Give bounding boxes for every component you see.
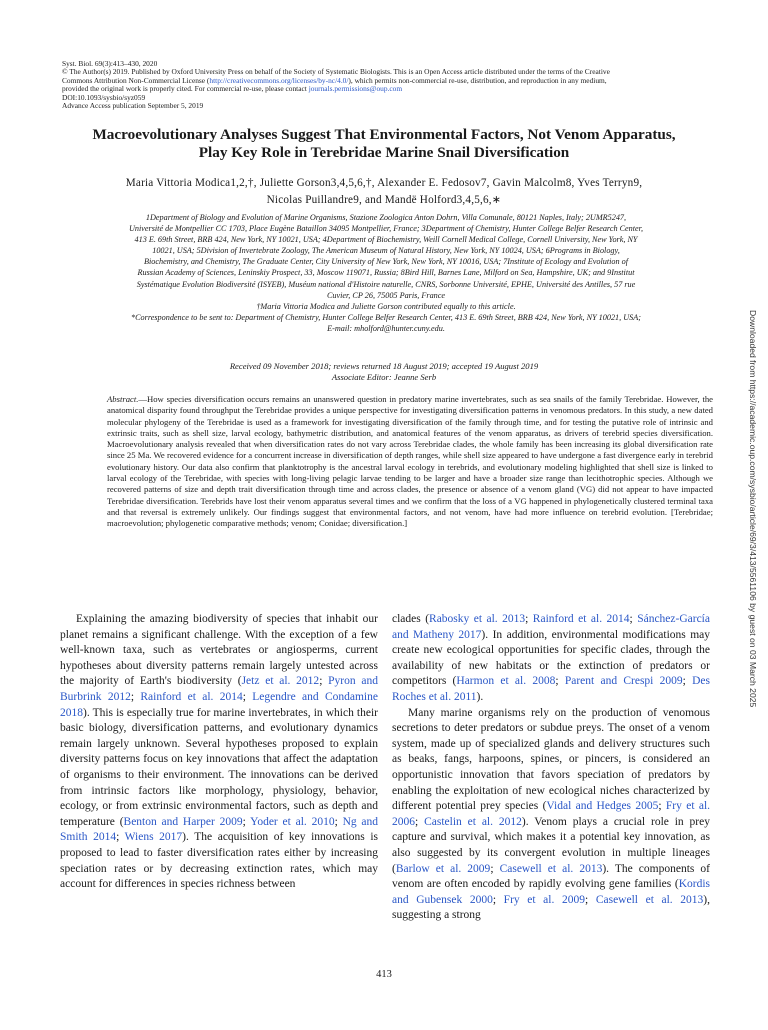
citation-link[interactable]: Vidal and Hedges 2005 [546, 800, 659, 813]
citation-link[interactable]: Rainford et al. 2014 [140, 690, 243, 703]
submission-dates: Received 09 November 2018; reviews returned 18 August 2019; accepted 19 August 2019 Associate Editor: Jeanne Serb [100, 361, 668, 383]
download-note-strip [748, 310, 760, 1030]
article-title: Macroevolutionary Analyses Suggest That Environmental Factors, Not Venom Apparatus, Play Key Role in Terebridae Marine Snail Diversification [92, 126, 676, 161]
citation-link[interactable]: Ng and Smith 2014 [60, 815, 378, 844]
citation-link[interactable]: Casewell et al. 2013 [499, 862, 603, 875]
license-link[interactable]: http://creativecommons.org/licenses/by-nc/4.0/ [209, 75, 349, 85]
citation-link[interactable]: Benton and Harper 2009 [123, 815, 243, 828]
citation-link[interactable]: Sánchez-García and Matheny 2017 [392, 613, 710, 641]
abstract [107, 394, 713, 530]
journal-metadata [62, 60, 712, 110]
citation-link[interactable]: Legendre and Condamine 2018 [60, 690, 378, 719]
citation-link[interactable]: Rabosky et al. 2013 [429, 613, 526, 625]
equal-contribution-note: †Maria Vittoria Modica and Juliette Gorson contributed equally to this article. [256, 301, 516, 311]
abstract-text: —How species diversification occurs remains an unanswered question in predatory marine invertebrates, such as sea snails of the family Terebridae. However, the anatomical disparity found throughput the Terebridae provides a unique perspective for investigating diversification patterns in venomous predators. In this study, a new dated molecular phylogeny of the Terebridae is used as a framework for investigating diversification of the family through time, and for testing the putative role of intrinsic and extrinsic traits, such as shell size, larval ecology, bathymetric distribution, and anatomical features of the venom apparatus, as drivers of terebrid species diversification. Macroevolutionary analysis revealed that when diversification rates do not vary across Terebridae clades, the whole family has been increasing its global diversification rate since 25 Ma. We recovered evidence for a concurrent increase in diversification of depth ranges, while shell size appeared to have undergone a fast divergence early in terebrid evolutionary history. Our data also confirm that planktotrophy is the ancestral larval ecology in terebrids, and evolutionary modeling highlighted that shell size is linked to larval ecology of the Terebridae, with species with long-living pelagic larvae tending to be larger and have a broader size range than lecithotrophic species. Although we recovered patterns of size and depth trait diversification through time and across clades, the presence or absence of a venom gland (VG) did not appear to have impacted Terebridae diversification. Terebrids have lost their venom apparatus several times and we confirm that the loss of a VG happened in phylogenetically clustered terminal taxa and that reversal is extremely unlikely. Our findings suggest that environmental factors, and not venom, have had more influence on terebrid evolution. [Terebridae; macroevolution; phylogenetic comparative methods; venom; Conidae; diversification.] [107, 394, 713, 529]
body-right-column [392, 612, 710, 924]
citation-link[interactable]: Yoder et al. 2010 [250, 815, 335, 828]
citation-link[interactable]: Pyron and Burbrink 2012 [60, 675, 378, 703]
citation-link[interactable]: Barlow et al. 2009 [395, 862, 491, 875]
affiliations: 1Department of Biology and Evolution of Marine Organisms, Stazione Zoologica Anton Dohrn, Villa Comunale, 80121 Naples, Italy; 2UMR5247, Université de Montpellier CC 1703, Place Eugène Bataillon 34095 Montpellier, France; 3Department of Chemistry, Hunter College Belfer Research Center, 413 E. 69th Street, BRB 424, New York, NY 10021, USA; 4Department of Biochemistry, Weill Cornell Medical College, Cornell University, New York, NY 10021, USA; 5Division of Invertebrate Zoology, The American Museum of Natural History, New York, NY 10024, USA; 6Programs in Biology, Biochemistry, and Chemistry, The Graduate Center, City University of New York, New York, NY 10016, USA; 7Institute of Ecology and Evolution of Russian Academy of Sciences, Leninskiy Prospect, 33, Moscow 119071, Russia; 8Bird Hill, Barnes Lane, Milford on Sea, Hampshire, UK; and 9Institut Systématique Evolution Biodiversité (ISYEB), Muséum national d'Histoire naturelle, CNRS, Sorbonne Université, EPHE, Université des Antilles, 57 rue Cuvier, CP 26, 75005 Paris, France †Maria Vittoria Modica and Juliette Gorson contributed equally to this article. *Correspondence to be sent to: Department of Chemistry, Hunter College Belfer Research Center, 413 E. 69th Street, BRB 424, New York, NY 10021, USA; E-mail: mholford@hunter.cuny.edu. [58, 212, 714, 334]
citation-link[interactable]: Fry et al. 2009 [503, 893, 585, 906]
correspondence-email: E-mail: mholford@hunter.cuny.edu. [327, 323, 445, 333]
venom-paragraph: Many marine organisms rely on the production of venomous secretions to deter predators or subdue preys. The onset of a venom system, made up of specialized glands and delivery structures such as beaks, fangs, harpoons, spines, or pincers, is considered an opportunistic innovation that favors speciation of predators by enabling the exploitation of new ecological niches characterized by different potential prey species (Vidal and Hedges 2005; Fry et al. 2006; Castelin et al. 2012). Venom plays a crucial role in prey capture and survival, which makes it a potential key innovation, as also suggested by its convergent evolution in multiple lineages (Barlow et al. 2009; Casewell et al. 2013). The components of venom are often encoded by rapidly evolving gene families (Kordis and Gubensek 2000; Fry et al. 2009; Casewell et al. 2013), suggesting a strong [392, 706, 711, 922]
citation-link[interactable]: Rainford et al. 2014 [532, 613, 630, 625]
paragraph-continued: clades (Rabosky et al. 2013; Rainford et al. 2014; Sánchez-García and Matheny 2017). In addition, environmental modifications may create new ecological opportunities for specific clades, through the availability of new habitats or the extinction of predators or competitors (Harmon et al. 2008; Parent and Crespi 2009; Des Roches et al. 2011). [392, 613, 711, 703]
citation-link[interactable]: Harmon et al. 2008 [456, 675, 556, 688]
download-note: Downloaded from https://academic.oup.com/sysbio/article/69/3/413/5561106 by guest on 03 March 2025 [748, 310, 758, 708]
journal-citation: Syst. Biol. 69(3):413–430, 2020 [62, 59, 158, 68]
citation-link[interactable]: Jetz et al. 2012 [241, 675, 320, 688]
page-number: 413 [376, 969, 392, 980]
body-left-column [60, 612, 378, 893]
associate-editor: Associate Editor: Jeanne Serb [331, 372, 437, 382]
intro-paragraph: Explaining the amazing biodiversity of species that inhabit our planet remains a significant challenge. With the exception of a few well-known taxa, such as vertebrates or angiosperms, current hypotheses about diversity patterns remain largely untested across the majority of Earth's biodiversity (Jetz et al. 2012; Pyron and Burbrink 2012; Rainford et al. 2014; Legendre and Condamine 2018). This is especially true for marine invertebrates, in which their basic biology, diversification patterns, and evolutionary dynamics remain largely unknown. Several hypotheses proposed to explain diversity patterns focus on key innovations that affect the adaptation of organisms to their environment. The innovations can be derived from intrinsic factors like morphology, physiology, behavior, ecology, or from extrinsic environmental factors, such as depth and temperature (Benton and Harper 2009; Yoder et al. 2010; Ng and Smith 2014; Wiens 2017). The acquisition of key innovations is proposed to lead to faster diversification rates either by increasing speciation rates or by decreasing extinction rates, which may account for differences in species richness between [60, 613, 379, 891]
copyright-line-3: provided the original work is properly cited. For commercial re-use, please contact journals.permissions@oup.com [62, 84, 403, 94]
author-list: Maria Vittoria Modica1,2,†, Juliette Gorson3,4,5,6,†, Alexander E. Fedosov7, Gavin Malcolm8, Yves Terryn9, Nicolas Puillandre9, and Mandë Holford3,4,5,6,∗ [125, 177, 643, 206]
copyright-line-2: Commons Attribution Non-Commercial License (http://creativecommons.org/licenses/by-nc/4.0/), which permits non-commercial re-use, distribution, and reproduction in any medium, [62, 75, 607, 85]
citation-link[interactable]: Casewell et al. 2013 [595, 893, 704, 906]
citation-link[interactable]: Parent and Crespi 2009 [564, 675, 683, 688]
correspondence-note: *Correspondence to be sent to: Department of Chemistry, Hunter College Belfer Research Center, 413 E. 69th Street, BRB 424, New York, NY 10021, USA; [131, 312, 641, 322]
citation-link[interactable]: Castelin et al. 2012 [424, 815, 522, 828]
permissions-email-link[interactable]: journals.permissions@oup.com [308, 84, 403, 94]
citation-link[interactable]: Fry et al. 2006 [392, 800, 711, 828]
copyright-line-1: © The Author(s) 2019. Published by Oxford University Press on behalf of the Society of Systematic Biologists. This is an Open Access article distributed under the terms of the Creative [62, 67, 610, 77]
citation-link[interactable]: Des Roches et al. 2011 [392, 675, 710, 703]
abstract-label: Abstract. [107, 394, 139, 404]
advance-access-date: Advance Access publication September 5, 2019 [62, 101, 204, 111]
doi: DOI:10.1093/sysbio/syz059 [62, 92, 146, 102]
citation-link[interactable]: Kordis and Gubensek 2000 [392, 878, 710, 906]
citation-link[interactable]: Wiens 2017 [124, 831, 183, 844]
